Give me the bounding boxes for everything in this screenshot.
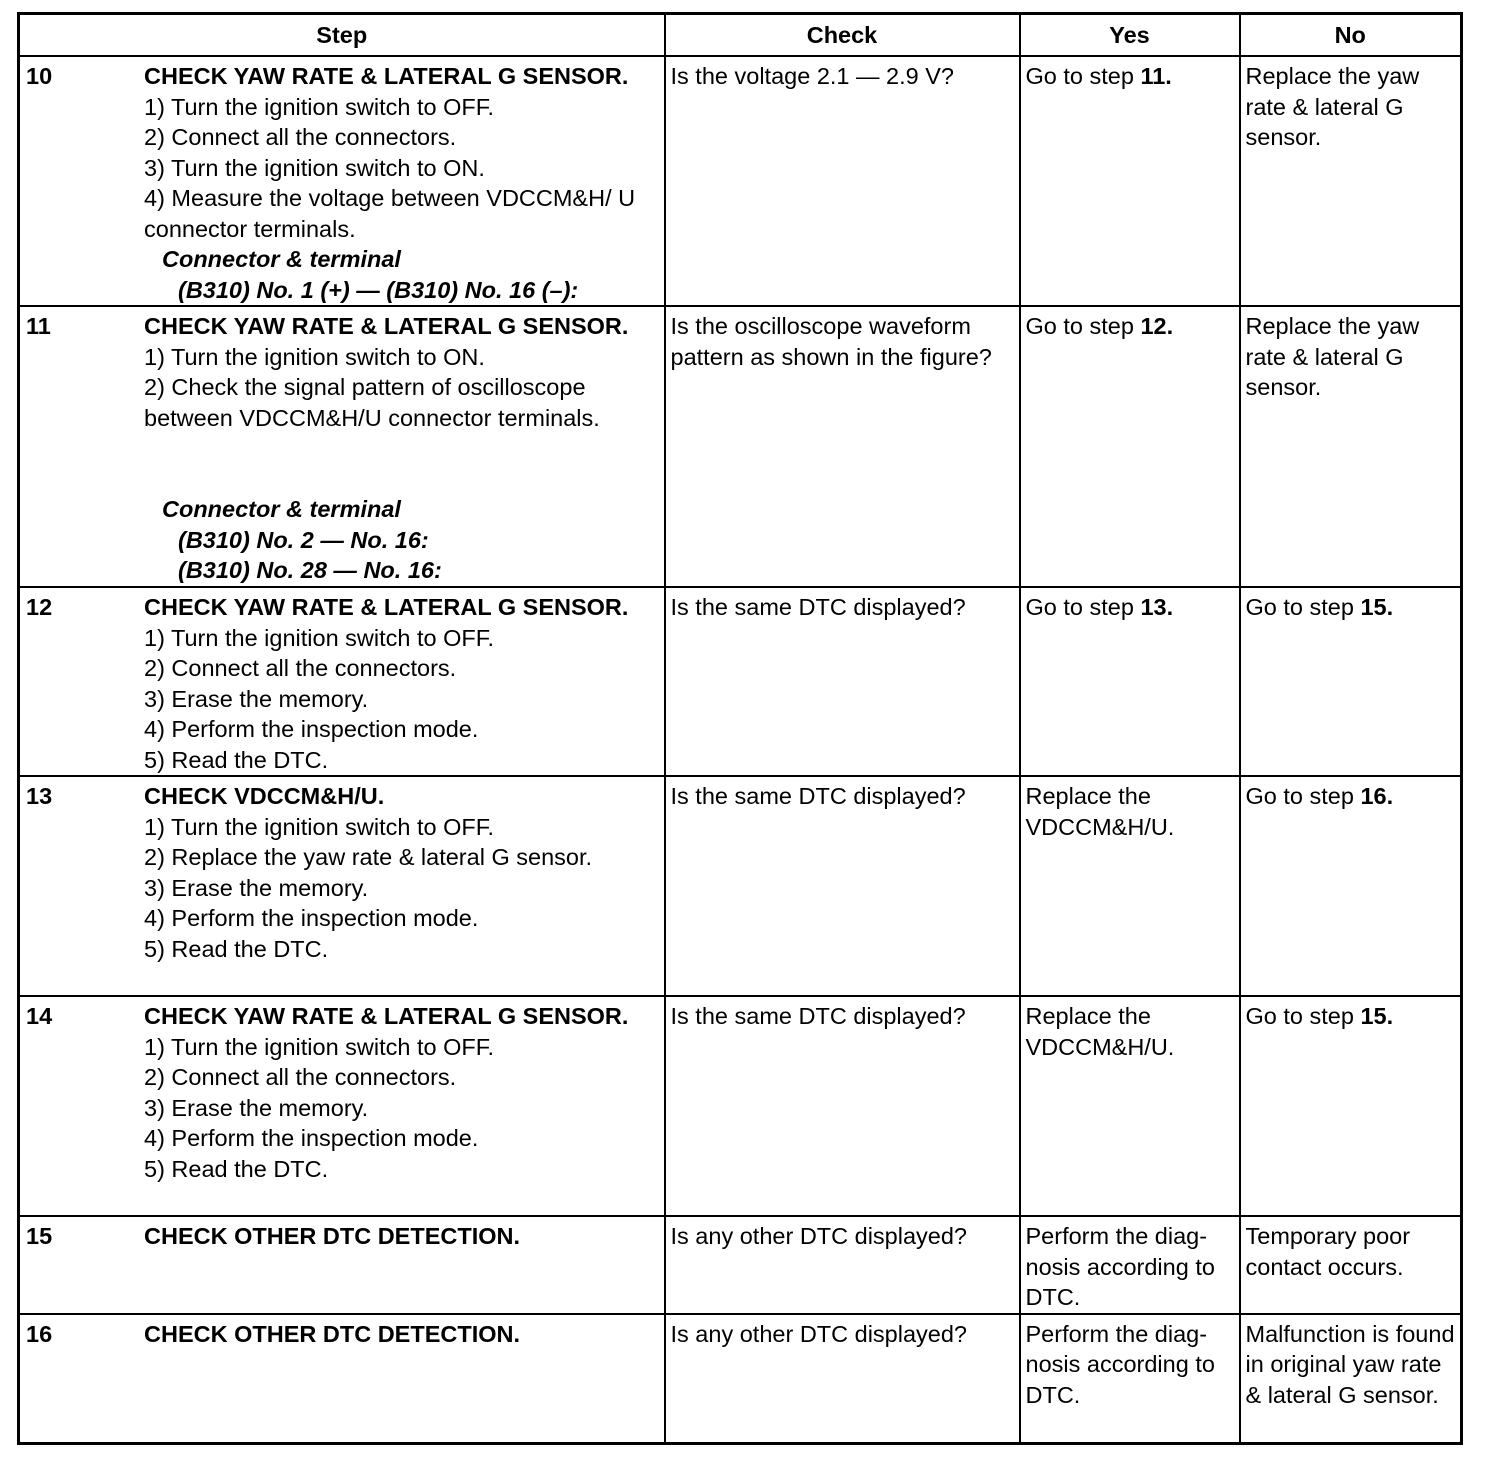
no-text: Go to step bbox=[1245, 783, 1361, 809]
step-instruction: 4) Perform the inspection mode. bbox=[144, 1125, 479, 1151]
step-instruction: 1) Turn the ignition switch to ON. bbox=[144, 343, 485, 370]
check-cell bbox=[665, 587, 1020, 776]
step-number: 16 bbox=[26, 1320, 53, 1347]
step-instruction: 3) Erase the memory. bbox=[144, 874, 369, 901]
step-number: 14 bbox=[26, 1003, 53, 1029]
header-check: Check bbox=[665, 14, 1020, 57]
check-cell bbox=[665, 1216, 1020, 1314]
step-instruction: 2) Connect all the connectors. bbox=[144, 655, 457, 681]
no-cell bbox=[1240, 996, 1462, 1216]
header-step: Step bbox=[19, 14, 665, 57]
yes-text: Perform the diag- nosis according to DTC. bbox=[1025, 1223, 1215, 1310]
step-number: 13 bbox=[26, 783, 53, 809]
check-cell bbox=[665, 1314, 1020, 1444]
step-title: CHECK YAW RATE & LATERAL G SENSOR. bbox=[144, 1003, 629, 1029]
step-instruction: 1) Turn the ignition switch to OFF. bbox=[144, 1033, 495, 1060]
no-text: Go to step bbox=[1245, 1003, 1361, 1029]
no-text: Malfunction is found in original yaw rate & lateral G sensor. bbox=[1245, 1320, 1455, 1408]
step-instruction: 1) Turn the ignition switch to OFF. bbox=[144, 93, 495, 120]
connector-terminal: (B310) No. 28 — No. 16: bbox=[178, 557, 442, 583]
yes-cell bbox=[1020, 306, 1240, 587]
check-cell bbox=[665, 776, 1020, 996]
header-yes: Yes bbox=[1020, 14, 1240, 57]
step-instruction: 1) Turn the ignition switch to OFF. bbox=[144, 813, 495, 840]
step-instruction: 5) Read the DTC. bbox=[144, 935, 329, 962]
step-instruction: 4) Measure the voltage between VDCCM&H/ U connector terminals. bbox=[144, 185, 636, 242]
table-row bbox=[19, 56, 1462, 306]
step-cell bbox=[19, 56, 665, 306]
yes-cell bbox=[1020, 1216, 1240, 1314]
check-text: Is any other DTC displayed? bbox=[670, 1320, 968, 1347]
step-title: CHECK YAW RATE & LATERAL G SENSOR. bbox=[144, 63, 629, 89]
no-text: Temporary poor contact occurs. bbox=[1245, 1223, 1411, 1280]
step-instruction: 3) Erase the memory. bbox=[144, 1094, 369, 1121]
step-cell bbox=[19, 306, 665, 587]
step-instruction: 2) Replace the yaw rate & lateral G sensor. bbox=[144, 844, 593, 870]
yes-cell bbox=[1020, 1314, 1240, 1444]
check-text: Is the same DTC displayed? bbox=[670, 1003, 966, 1029]
step-instruction: 3) Erase the memory. bbox=[144, 685, 369, 712]
step-title: CHECK VDCCM&H/U. bbox=[144, 783, 385, 809]
header-row bbox=[19, 14, 1462, 57]
yes-cell bbox=[1020, 587, 1240, 776]
step-title: CHECK OTHER DTC DETECTION. bbox=[144, 1320, 520, 1347]
table-row bbox=[19, 306, 1462, 587]
yes-step-ref: 12. bbox=[1140, 313, 1174, 339]
no-step-ref: 16. bbox=[1360, 783, 1394, 809]
no-cell bbox=[1240, 776, 1462, 996]
step-title: CHECK YAW RATE & LATERAL G SENSOR. bbox=[144, 594, 629, 620]
check-text: Is any other DTC displayed? bbox=[670, 1223, 968, 1249]
step-number: 15 bbox=[26, 1223, 53, 1249]
check-text: Is the voltage 2.1 — 2.9 V? bbox=[670, 63, 954, 89]
step-instruction: 2) Check the signal pattern of oscilloscope between VDCCM&H/U connector terminals. bbox=[144, 374, 600, 431]
no-cell bbox=[1240, 1314, 1462, 1444]
check-text: Is the oscilloscope waveform pattern as shown in the figure? bbox=[670, 313, 992, 370]
check-cell bbox=[665, 56, 1020, 306]
step-cell bbox=[19, 776, 665, 996]
table-row bbox=[19, 587, 1462, 776]
check-cell bbox=[665, 306, 1020, 587]
no-cell bbox=[1240, 1216, 1462, 1314]
no-cell bbox=[1240, 56, 1462, 306]
yes-text: Replace the VDCCM&H/U. bbox=[1025, 783, 1175, 840]
yes-cell bbox=[1020, 56, 1240, 306]
check-text: Is the same DTC displayed? bbox=[670, 594, 966, 620]
diagnostic-table bbox=[17, 12, 1463, 1445]
no-step-ref: 15. bbox=[1360, 594, 1394, 620]
table-row bbox=[19, 1314, 1462, 1444]
no-step-ref: 15. bbox=[1360, 1003, 1394, 1029]
header-no: No bbox=[1240, 14, 1462, 57]
step-instruction: 4) Perform the inspection mode. bbox=[144, 905, 479, 931]
no-cell bbox=[1240, 306, 1462, 587]
yes-text: Replace the VDCCM&H/U. bbox=[1025, 1003, 1175, 1060]
yes-cell bbox=[1020, 996, 1240, 1216]
step-instruction: 3) Turn the ignition switch to ON. bbox=[144, 154, 485, 181]
yes-text: Go to step bbox=[1025, 63, 1141, 89]
step-instruction: 4) Perform the inspection mode. bbox=[144, 716, 479, 742]
table-row bbox=[19, 1216, 1462, 1314]
step-title: CHECK YAW RATE & LATERAL G SENSOR. bbox=[144, 313, 629, 339]
no-text: Go to step bbox=[1245, 594, 1361, 620]
step-instruction: 5) Read the DTC. bbox=[144, 746, 329, 773]
step-cell bbox=[19, 1216, 665, 1314]
step-cell bbox=[19, 996, 665, 1216]
yes-step-ref: 13. bbox=[1140, 594, 1174, 620]
step-cell bbox=[19, 1314, 665, 1444]
no-cell bbox=[1240, 587, 1462, 776]
connector-terminal: (B310) No. 1 (+) — (B310) No. 16 (–): bbox=[178, 276, 579, 303]
yes-text: Go to step bbox=[1025, 313, 1141, 339]
step-title: CHECK OTHER DTC DETECTION. bbox=[144, 1223, 520, 1249]
yes-cell bbox=[1020, 776, 1240, 996]
connector-label: Connector & terminal bbox=[162, 246, 401, 272]
step-instruction: 2) Connect all the connectors. bbox=[144, 124, 457, 150]
yes-step-ref: 11. bbox=[1140, 63, 1172, 89]
step-number: 11 bbox=[26, 313, 51, 339]
table-row bbox=[19, 996, 1462, 1216]
check-text: Is the same DTC displayed? bbox=[670, 783, 966, 809]
step-number: 10 bbox=[26, 63, 53, 89]
no-text: Replace the yaw rate & lateral G sensor. bbox=[1245, 63, 1420, 150]
connector-terminal: (B310) No. 2 — No. 16: bbox=[178, 526, 429, 553]
yes-text: Go to step bbox=[1025, 594, 1141, 620]
step-number: 12 bbox=[26, 594, 53, 620]
step-instruction: 1) Turn the ignition switch to OFF. bbox=[144, 624, 495, 651]
step-instruction: 5) Read the DTC. bbox=[144, 1155, 329, 1182]
step-cell bbox=[19, 587, 665, 776]
no-text: Replace the yaw rate & lateral G sensor. bbox=[1245, 313, 1420, 400]
step-instruction: 2) Connect all the connectors. bbox=[144, 1064, 457, 1090]
yes-text: Perform the diag- nosis according to DTC. bbox=[1025, 1320, 1215, 1408]
check-cell bbox=[665, 996, 1020, 1216]
table-row bbox=[19, 776, 1462, 996]
connector-label: Connector & terminal bbox=[162, 496, 401, 522]
